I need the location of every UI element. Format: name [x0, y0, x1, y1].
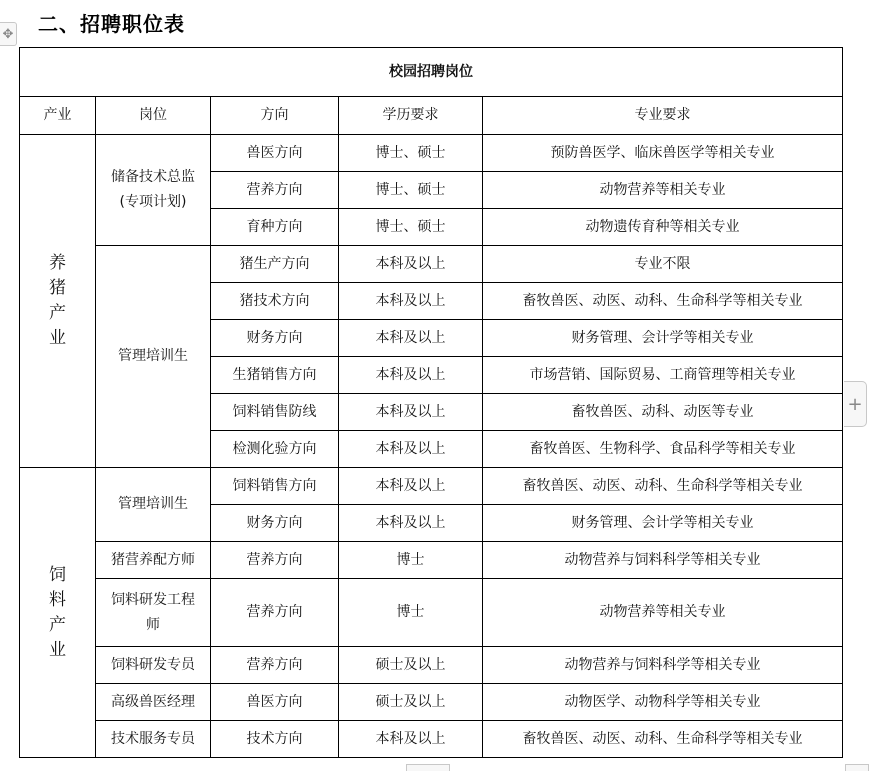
direction-cell: 营养方向	[211, 172, 339, 209]
education-cell: 硕士及以上	[339, 684, 483, 721]
direction-cell: 兽医方向	[211, 684, 339, 721]
table-row	[20, 542, 843, 579]
industry-char: 产	[49, 614, 66, 635]
add-column-button[interactable]	[844, 381, 867, 427]
major-cell: 畜牧兽医、动医、动科、生命科学等相关专业	[483, 283, 843, 320]
row-resize-handle[interactable]	[406, 764, 450, 771]
major-cell: 预防兽医学、临床兽医学等相关专业	[483, 135, 843, 172]
page-heading: 二、招聘职位表	[38, 12, 185, 36]
position-cell: 饲料研发工程师	[96, 579, 211, 647]
education-cell: 硕士及以上	[339, 647, 483, 684]
education-cell: 本科及以上	[339, 431, 483, 468]
header-position: 岗位	[96, 97, 211, 135]
plus-icon: +	[847, 393, 863, 415]
major-cell: 财务管理、会计学等相关专业	[483, 320, 843, 357]
education-cell: 本科及以上	[339, 246, 483, 283]
education-cell: 博士、硕士	[339, 172, 483, 209]
header-industry: 产业	[20, 97, 96, 135]
table-row	[20, 468, 843, 505]
major-cell: 畜牧兽医、生物科学、食品科学等相关专业	[483, 431, 843, 468]
industry-char: 产	[49, 303, 66, 323]
education-cell: 本科及以上	[339, 283, 483, 320]
major-cell: 财务管理、会计学等相关专业	[483, 505, 843, 542]
major-cell: 动物营养与饲料科学等相关专业	[483, 542, 843, 579]
industry-cell-pig	[20, 135, 96, 468]
education-cell: 博士、硕士	[339, 209, 483, 246]
table-row	[20, 246, 843, 283]
header-education: 学历要求	[339, 97, 483, 135]
table-row	[20, 684, 843, 721]
direction-cell: 猪技术方向	[211, 283, 339, 320]
major-cell: 动物遗传育种等相关专业	[483, 209, 843, 246]
position-cell: 饲料研发专员	[96, 647, 211, 684]
major-cell: 专业不限	[483, 246, 843, 283]
direction-cell: 兽医方向	[211, 135, 339, 172]
direction-cell: 营养方向	[211, 647, 339, 684]
education-cell: 博士	[339, 542, 483, 579]
industry-char: 养	[49, 253, 66, 273]
position-cell: 高级兽医经理	[96, 684, 211, 721]
industry-char: 业	[49, 328, 66, 348]
position-cell: 管理培训生	[96, 468, 211, 542]
major-cell: 畜牧兽医、动医、动科、生命科学等相关专业	[483, 468, 843, 505]
major-cell: 畜牧兽医、动医、动科、生命科学等相关专业	[483, 721, 843, 758]
direction-cell: 饲料销售方向	[211, 468, 339, 505]
position-cell: 储备技术总监(专项计划)	[96, 135, 211, 246]
direction-cell: 饲料销售防线	[211, 394, 339, 431]
direction-cell: 育种方向	[211, 209, 339, 246]
table-title: 校园招聘岗位	[20, 48, 843, 97]
major-cell: 动物营养等相关专业	[483, 172, 843, 209]
industry-char: 业	[49, 639, 66, 660]
education-cell: 本科及以上	[339, 468, 483, 505]
education-cell: 本科及以上	[339, 505, 483, 542]
add-row-handle[interactable]	[845, 764, 869, 771]
direction-cell: 猪生产方向	[211, 246, 339, 283]
header-row	[20, 97, 843, 135]
table-row	[20, 579, 843, 647]
education-cell: 本科及以上	[339, 721, 483, 758]
major-cell: 市场营销、国际贸易、工商管理等相关专业	[483, 357, 843, 394]
direction-cell: 技术方向	[211, 721, 339, 758]
education-cell: 博士	[339, 579, 483, 647]
position-cell: 猪营养配方师	[96, 542, 211, 579]
table-row	[20, 647, 843, 684]
industry-cell-feed	[20, 468, 96, 758]
direction-cell: 营养方向	[211, 542, 339, 579]
education-cell: 本科及以上	[339, 394, 483, 431]
table-row	[20, 135, 843, 172]
major-cell: 动物医学、动物科学等相关专业	[483, 684, 843, 721]
major-cell: 动物营养等相关专业	[483, 579, 843, 647]
direction-cell: 生猪销售方向	[211, 357, 339, 394]
table-move-handle[interactable]	[0, 22, 17, 46]
recruitment-table	[19, 47, 843, 758]
direction-cell: 财务方向	[211, 505, 339, 542]
direction-cell: 财务方向	[211, 320, 339, 357]
position-cell: 技术服务专员	[96, 721, 211, 758]
education-cell: 本科及以上	[339, 320, 483, 357]
industry-char: 猪	[49, 278, 66, 298]
direction-cell: 检测化验方向	[211, 431, 339, 468]
direction-cell: 营养方向	[211, 579, 339, 647]
education-cell: 本科及以上	[339, 357, 483, 394]
education-cell: 博士、硕士	[339, 135, 483, 172]
major-cell: 畜牧兽医、动科、动医等专业	[483, 394, 843, 431]
table-row	[20, 721, 843, 758]
header-major: 专业要求	[483, 97, 843, 135]
header-direction: 方向	[211, 97, 339, 135]
industry-char: 料	[49, 589, 66, 610]
major-cell: 动物营养与饲料科学等相关专业	[483, 647, 843, 684]
position-cell: 管理培训生	[96, 246, 211, 468]
industry-char: 饲	[49, 564, 66, 585]
move-icon: ✥	[2, 26, 14, 42]
